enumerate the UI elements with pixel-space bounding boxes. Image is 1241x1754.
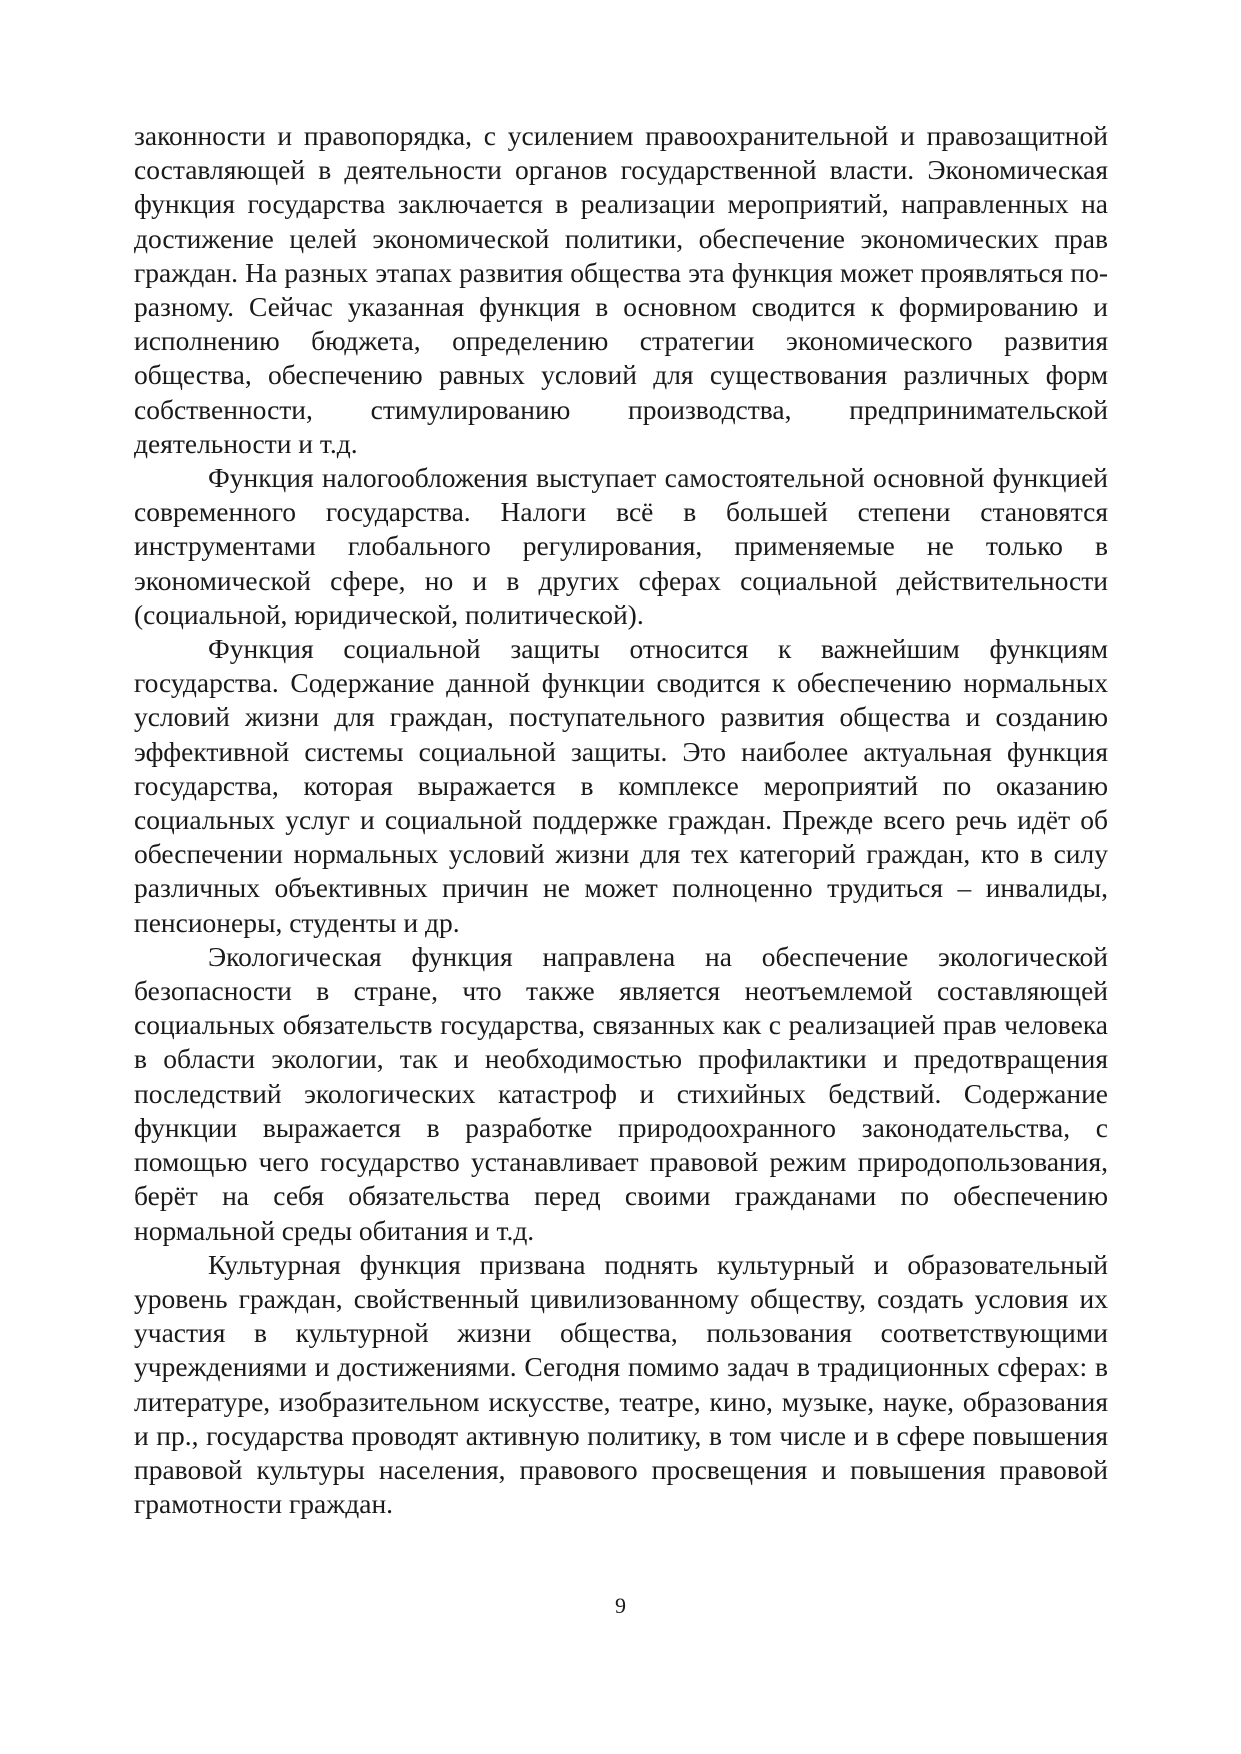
paragraph-social-protection-function: Функция социальной защиты относится к важнейшим функциям государства. Содержание данной функции сводится к обеспечению нормальных условий жизни для граждан, поступательного развития общества и созданию эффективной системы социальной защиты. Это наиболее актуальная функция государства, которая выражается в комплексе мероприятий по оказанию социальных услуг и социальной поддержке граждан. Прежде всего речь идёт об обеспечении нормальных условий жизни для тех категорий граждан, кто в силу различных объективных причин не может полноценно трудиться – инвалиды, пенсионеры, студенты и др. xyxy=(134,633,1108,938)
page-number: 9 xyxy=(615,1593,626,1618)
paragraph-economic-function: законности и правопорядка, с усилением правоохранительной и правозащитной составляющей в деятельности органов государственной власти. Экономическая функция государства заключается в реализации мероприятий, направленных на достижение целей экономической политики, обеспечение экономических прав граждан. На разных этапах развития общества эта функция может проявляться по-разному. Сейчас указанная функция в основном сводится к формированию и исполнению бюджета, определению стратегии экономического развития общества, обеспечению равных условий для существования различных форм собственности, стимулированию производства, предпринимательской деятельности и т.д. xyxy=(134,120,1108,459)
paragraph-ecological-function: Экологическая функция направлена на обеспечение экологической безопасности в стране, что также является неотъемлемой составляющей социальных обязательств государства, связанных как с реализацией прав человека в области экологии, так и необходимостью профилактики и предотвращения последствий экологических катастроф и стихийных бедствий. Содержание функции выражается в разработке природоохранного законодательства, с помощью чего государство устанавливает правовой режим природопользования, берёт на себя обязательства перед своими гражданами по обеспечению нормальной среды обитания и т.д. xyxy=(134,940,1108,1246)
paragraph-taxation-function: Функция налогообложения выступает самостоятельной основной функцией современного государства. Налоги всё в большей степени становятся инструментами глобального регулирования, применяемые не только в экономической сфере, но и в других сферах социальной действительности (социальной, юридической, политической). xyxy=(134,462,1108,630)
body-text xyxy=(134,119,1108,1521)
paragraph-cultural-function: Культурная функция призвана поднять культурный и образовательный уровень граждан, свойственный цивилизованному обществу, создать условия их участия в культурной жизни общества, пользования соответствующими учреждениями и достижениями. Сегодня помимо задач в традиционных сферах: в литературе, изобразительном искусстве, театре, кино, музыке, науке, образования и пр., государства проводят активную политику, в том числе и в сфере повышения правовой культуры населения, правового просвещения и повышения правовой грамотности граждан. xyxy=(134,1248,1108,1520)
